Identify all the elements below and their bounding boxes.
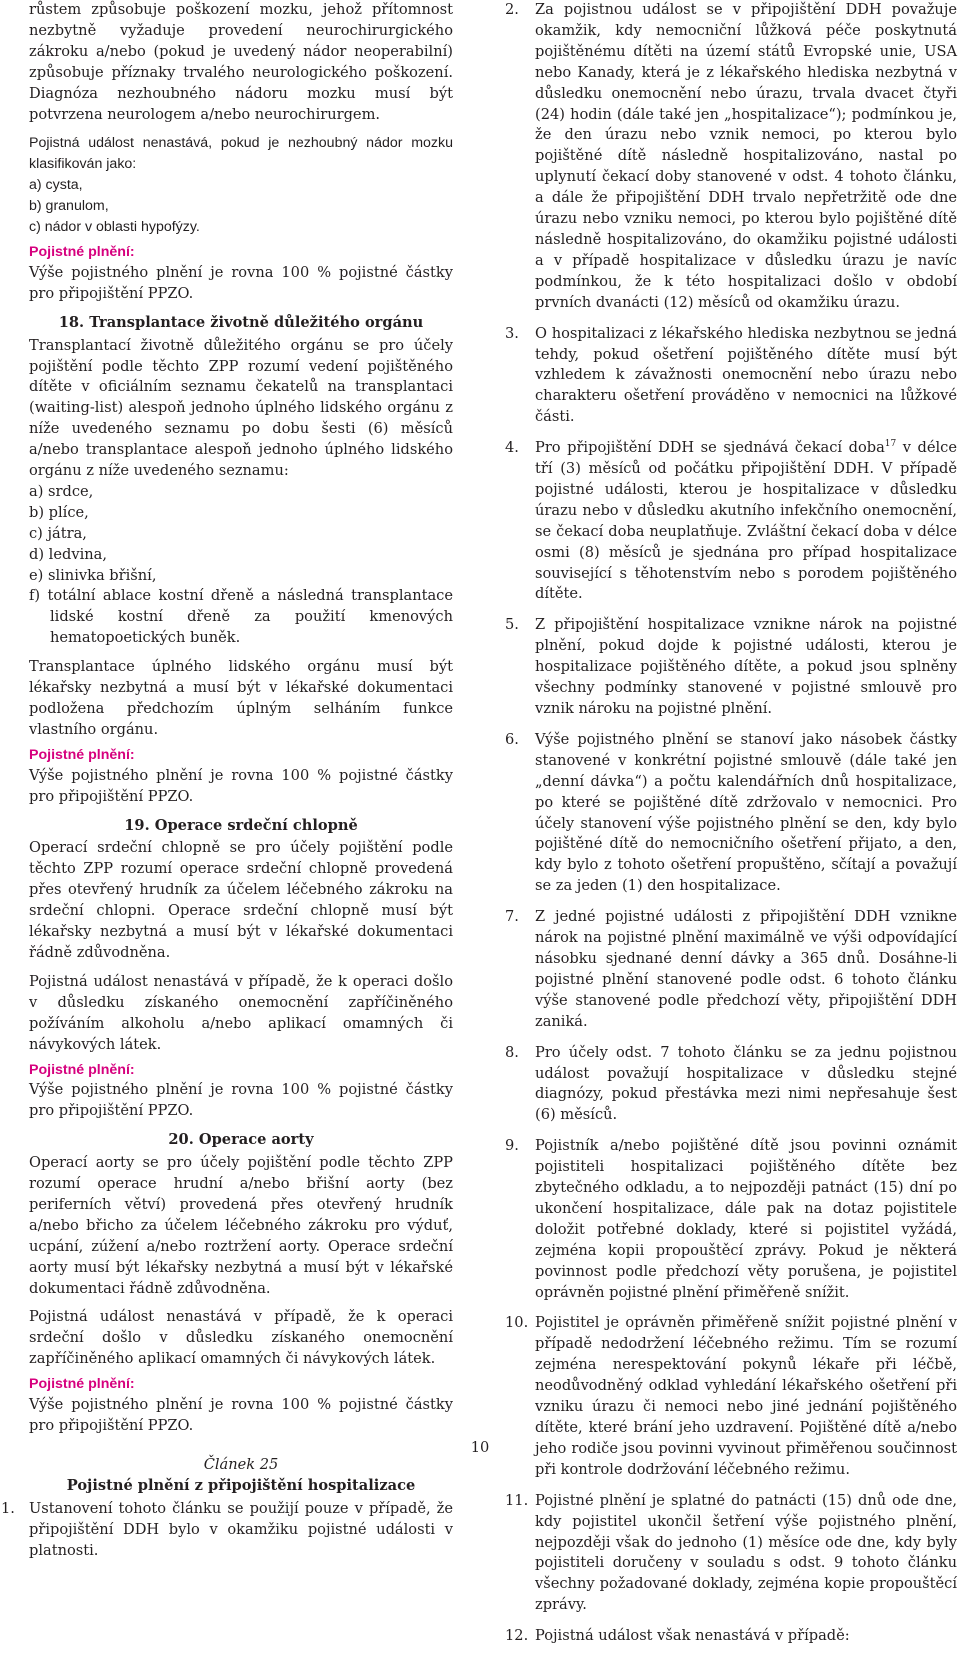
section-20-title: 20. Operace aorty — [168, 1131, 314, 1149]
item-number: 12. — [505, 1627, 529, 1645]
paragraph: Pojistná událost nenastává v případě, že k operaci srdeční došlo v důsledku získaného onemocnění zapříčiněného aplikací omamných či návykových látek. — [29, 1308, 453, 1368]
list-item — [505, 907, 957, 1032]
item-text: Ustanovení tohoto článku se použijí pouze v případě, že připojištění DDH bylo v okamžiku pojistné události v platnosti. — [29, 1499, 453, 1559]
item-number: 10. — [505, 1314, 529, 1332]
item-text: Pro účely odst. 7 tohoto článku se za jednu pojistnou událost považují hospitalizace v důsledku stejné diagnózy, pokud přestávka mezi nimi nepřesahuje šest (6) měsíců. — [535, 1043, 957, 1124]
article-title: Pojistné plnění z připojištění hospitalizace — [66, 1476, 416, 1494]
list-item: a) srdce, — [29, 482, 94, 500]
item-text: O hospitalizaci z lékařského hlediska nezbytnou se jedná tehdy, pokud ošetření pojištěného dítěte musí být vzhledem k závažnosti onemocnění nebo úrazu nebo charakteru ošetření prováděno v nemocnici na lůžkové části. — [535, 324, 957, 426]
item-text: Z jedné pojistné události z připojištění DDH vznikne nárok na pojistné plnění maximálně ve výši odpovídající násobku sjednané denní dávky a 365 dnů. Dosáhne-li pojistné plnění stanovené podle odst. 6 tohoto článku výše stanovené podle předchozí věty, připojištění DDH zaniká. — [535, 908, 957, 1030]
item-number: 8. — [505, 1043, 519, 1061]
list-item: b) granulom, — [29, 198, 109, 215]
list-item: c) játra, — [29, 524, 87, 542]
list-item — [505, 1043, 957, 1127]
paragraph: růstem způsobuje poškození mozku, jehož přítomnost nezbytně vyžaduje provedení neurochirurgického zákroku a/nebo (pokud je uvedený nádor neoperabilní) způsobuje příznaky trvalého neurologického poškození. Diagnóza nezhoubného nádoru mozku musí být potvrzena neurologem a/nebo neurochirurgem. — [29, 1, 453, 123]
benefit-text: Výše pojistného plnění je rovna 100 % pojistné částky pro připojištění PPZO. — [29, 263, 453, 302]
paragraph: Operací srdeční chlopně se pro účely pojištění podle těchto ZPP rozumí operace srdeční chlopně provedená přes otevřený hrudník za účelem léčebného zákroku na srdeční chlopni. Operace srdeční chlopně musí být lékařsky nezbytná a musí být v lékařské dokumentaci řádně zdůvodněna. — [29, 839, 453, 961]
item-text: Pojistitel je oprávněn přiměřeně snížit pojistné plnění v případě nedodržení léčebného režimu. Tím se rozumí zejména nerespektování pokynů lékaře při léčbě, neodůvodněný odklad vyhledání lékařského ošetření při vzniku úrazu či nemoci nebo jiné jednání pojištěného dítěte, které brání jeho uzdravení. Pojištěné dítě a/nebo jeho rodiče jsou povinni vyvinout přiměřenou součinnost při kontrole dodržování léčebného režimu. — [535, 1314, 957, 1478]
paragraph: Transplantací životně důležitého orgánu se pro účely pojištění podle těchto ZPP rozumí vedení pojištěného dítěte v oficiálním seznamu čekatelů na transplantaci (waiting-list) alespoň jednoho úplného lidského orgánu z níže uvedeného seznamu po dobu šesti (6) měsíců a/nebo transplantace alespoň jednoho úplného lidského orgánu z níže uvedeného seznamu: — [29, 336, 453, 480]
item-text: Pojistná událost však nenastává v případě: — [535, 1627, 850, 1645]
left-column — [1, 0, 453, 1561]
list-item: a) cysta, — [29, 177, 83, 194]
benefit-label: Pojistné plnění: — [29, 243, 135, 260]
item-text: Výše pojistného plnění se stanoví jako násobek částky stanovené v konkrétní pojistné smlouvě (dále také jen „denní dávka“) a počtu kalendářních dnů hospitalizace, po které se pojištěné dítě zdržovalo v nemocnici. Pro účely stanovení výše pojistného plnění se den, kdy bylo pojištěné dítě do nemocničního ošetření přijato, a den, kdy bylo z tohoto ošetření propuštěno, sčítají a považují se za jeden (1) den hospitalizace. — [535, 730, 957, 895]
item-text: Pro připojištění DDH se sjednává čekací doba — [535, 439, 885, 457]
item-text: Pojistník a/nebo pojištěné dítě jsou povinni oznámit pojistiteli hospitalizaci pojištěného dítěte bez zbytečného odkladu, a to nejpozději patnáct (15) dní po ukončení hospitalizace, dále pak na dotaz pojistitele doložit potřebné doklady, které si pojistitel vyžádá, zejména kopii propouštěcí zprávy. Pokud je některá povinnost podle předchozí věty porušena, je pojistitel oprávněn pojistné plnění přiměřeně snížit. — [535, 1137, 957, 1301]
exclusion-intro: Pojistná událost nenastává, pokud je nezhoubný nádor mozku klasifikován jako: — [29, 135, 453, 173]
list-item — [505, 1491, 957, 1616]
benefit-label: Pojistné plnění: — [29, 1061, 135, 1078]
item-text: Z připojištění hospitalizace vznikne nárok na pojistné plnění, pokud dojde k pojistné události, kterou je hospitalizace pojištěného dítěte, a pokud jsou splněny všechny podmínky stanovené v pojistné smlouvě pro vznik nároku na pojistné plnění. — [535, 616, 957, 717]
list-item — [505, 730, 957, 897]
benefit-text: Výše pojistného plnění je rovna 100 % pojistné částky pro připojištění PPZO. — [29, 1081, 453, 1120]
benefit-label: Pojistné plnění: — [29, 746, 135, 763]
item-text: Za pojistnou událost se v připojištění DDH považuje okamžik, kdy nemocniční lůžková péče poskytnutá pojištěnému dítěti na území států Evropské unie, USA nebo Kanady, která je z lékařského hlediska nezbytná v důsledku onemocnění nebo úrazu, trvala dvacet čtyři (24) hodin (dále také jen „hospitalizace“); podmínkou je, že den úrazu nebo vznik nemoci, po kterou bylo pojištěné dítě následně hospitalizováno, nastal po uplynutí čekací doby stanovené v odst. 4 tohoto článku, a dále že připojištění DDH trvalo nepřetržitě ode dne úrazu nebo vzniku nemoci, po kterou bylo pojištěné dítě následně hospitalizováno, do okamžiku pojistné události a v případě hospitalizace v důsledku úrazu je navíc podmínkou, že k této hospitalizaci došlo v období prvních dvanácti (12) měsíců od okamžiku úrazu. — [535, 1, 957, 311]
list-item: b) plíce, — [29, 503, 89, 521]
list-item — [505, 1626, 957, 1647]
article-item-1 — [1, 1499, 453, 1562]
section-18-title: 18. Transplantace životně důležitého orgánu — [58, 313, 424, 331]
article-number: Článek 25 — [203, 1455, 279, 1473]
item-number: 1. — [1, 1499, 15, 1517]
list-item: d) ledvina, — [29, 545, 107, 563]
item-number: 9. — [505, 1137, 519, 1155]
item-number: 5. — [505, 616, 519, 634]
article-items-list — [505, 0, 957, 1647]
page-number: 10 — [470, 1439, 490, 1456]
footnote-ref: 17 — [884, 439, 897, 450]
paragraph: Operací aorty se pro účely pojištění podle těchto ZPP rozumí operace hrudní a/nebo břišní aorty (bez periferních větví) provedená přes otevřený hrudník a/nebo břicho za účelem léčebného zákroku pro výduť, ucpání, zúžení a/nebo roztržení aorty. Operace srdeční aorty musí být lékařsky nezbytná a musí být v lékařské dokumentaci řádně zdůvodněna. — [29, 1154, 453, 1297]
exclusion-list — [29, 175, 453, 238]
organ-list — [29, 482, 453, 649]
benefit-text: Výše pojistného plnění je rovna 100 % pojistné částky pro připojištění PPZO. — [29, 1396, 453, 1434]
right-column — [505, 0, 957, 1657]
list-item — [505, 438, 957, 605]
section-19-title: 19. Operace srdeční chlopně — [124, 816, 358, 834]
item-text: Pojistné plnění je splatné do patnácti (15) dnů ode dne, kdy pojistitel ukončil šetření výše pojistného plnění, nejpozději však do jednoho (1) měsíce ode dne, kdy byly pojistiteli doručeny v souladu s odst. 9 tohoto článku všechny požadované doklady, zejména kopie propouštěcí zprávy. — [535, 1491, 957, 1614]
item-number: 11. — [505, 1491, 529, 1509]
list-item — [505, 1136, 957, 1303]
item-number: 4. — [505, 439, 519, 457]
list-item: f) totální ablace kostní dřeně a následná transplantace lidské kostní dřeně za použití kmenových hematopoetických buněk. — [29, 587, 453, 647]
list-item — [505, 0, 957, 314]
benefit-label: Pojistné plnění: — [29, 1376, 135, 1393]
item-number: 3. — [505, 324, 519, 342]
list-item: c) nádor v oblasti hypofýzy. — [29, 219, 200, 236]
item-text: v délce tří (3) měsíců od počátku připojištění DDH. V případě pojistné události, kterou je hospitalizace v důsledku úrazu nebo v důsledku akutního infekčního onemocnění, se čekací doba neuplatňuje. Zvláštní čekací doba v délce osmi (8) měsíců je sjednána pro případ hospitalizace související s těhotenstvím nebo s porodem pojištěného dítěte. — [535, 439, 957, 603]
paragraph: Pojistná událost nenastává v případě, že k operaci došlo v důsledku získaného onemocnění zapříčiněného požíváním alkoholu a/nebo aplikací omamných či návykových látek. — [29, 972, 453, 1053]
paragraph: Transplantace úplného lidského orgánu musí být lékařsky nezbytná a musí být v lékařské dokumentaci podložena předchozím úplným selháním funkce vlastního orgánu. — [29, 658, 453, 738]
list-item — [505, 615, 957, 720]
item-number: 6. — [505, 730, 519, 748]
benefit-text: Výše pojistného plnění je rovna 100 % pojistné částky pro připojištění PPZO. — [29, 766, 453, 805]
item-number: 2. — [505, 1, 519, 18]
item-number: 7. — [505, 908, 519, 926]
list-item — [505, 324, 957, 429]
list-item: e) slinivka břišní, — [29, 566, 157, 584]
